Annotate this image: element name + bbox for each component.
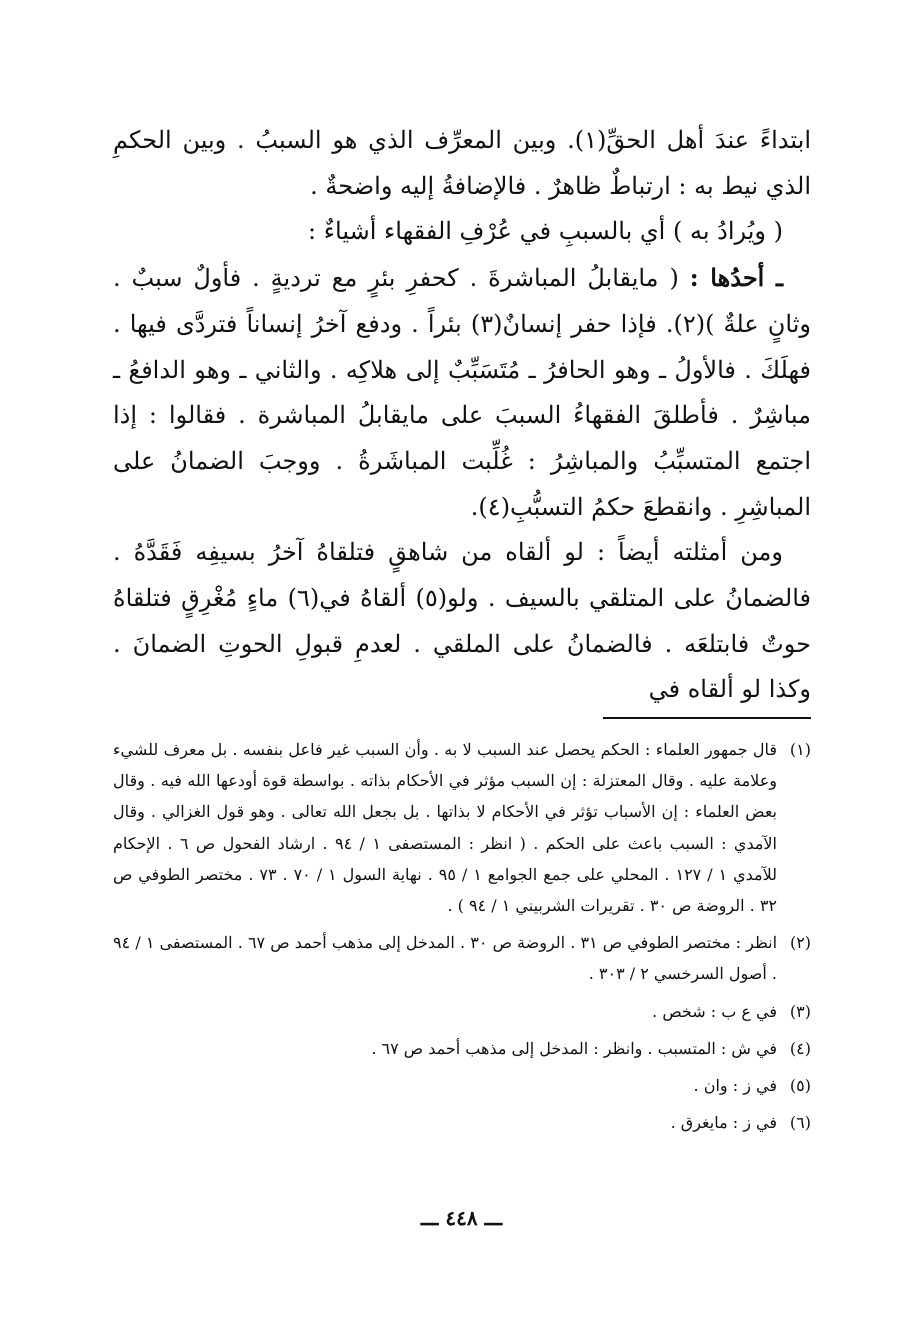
footnote xyxy=(113,734,811,921)
paragraph-3-text: ( مايقابلُ المباشرةَ . كحفرِ بئرٍ مع ترديةٍ . فأولٌ سببٌ . وثانٍ علةٌ )(٢). فإذا حفر إنسانٌ(٣) بئراً . ودفع آخرُ إنساناً فتردَّى فيها . فهلَكَ . فالأولُ ـ وهو الحافرُ ـ مُتَسَبِّبٌ إلى هلاكِه . والثاني ـ وهو الدافعُ ـ مباشِرٌ . فأطلقَ الفقهاءُ السببَ على مايقابلُ المباشرة . فقالوا : إذا اجتمع المتسبِّبُ والمباشِرُ : غُلِّبت المباشَرةُ . ووجبَ الضمانُ على المباشِرِ . وانقطعَ حكمُ التسبُّبِ(٤). xyxy=(113,264,812,521)
footnote xyxy=(113,927,811,989)
footnote-number: (٦) xyxy=(789,1113,811,1133)
footnote-text: في ع ب : شخص . xyxy=(652,1001,777,1021)
page-number: ـــ ٤٤٨ ـــ xyxy=(420,1206,503,1230)
paragraph-4: ومن أمثلته أيضاً : لو ألقاه من شاهقٍ فتلقاهُ آخرُ بسيفِه فَقَدَّهُ . فالضمانُ على المتلقي بالسيف . ولو(٥) ألقاهُ في(٦) ماءٍ مُغْرِقٍ فتلقاهُ حوتٌ فابتلعَه . فالضمانُ على الملقي . لعدمِ قبولِ الحوتِ الضمانَ . وكذا لو ألقاه في xyxy=(113,538,812,704)
footnote-text: في ش : المتسبب . وانظر : المدخل إلى مذهب أحمد ص ٦٧ . xyxy=(371,1038,777,1058)
footnote-number: (٥) xyxy=(789,1076,811,1096)
paragraph-3-heading: ـ أحدُها : xyxy=(689,263,783,293)
footnote-text: انظر : مختصر الطوفي ص ٣١ . الروضة ص ٣٠ . المدخل إلى مذهب أحمد ص ٦٧ . المستصفى ١ / ٩٤ . أصول السرخسي ٢ / ٣٠٣ . xyxy=(113,933,778,984)
footnote-text: قال جمهور العلماء : الحكم يحصل عند السبب لا به . وأن السبب غير فاعل بنفسه . بل معرف للشيء وعلامة عليه . وقال المعتزلة : إن السبب مؤثر في الأحكام بذاته . بواسطة قوة أودعها الله فيه . وقال بعض العلماء : إن الأسباب تؤثر في الأحكام لا بذاتها . بل بجعل الله تعالى . وهو قول الغزالي . وقال الآمدي : السبب باعث على الحكم . ( انظر : المستصفى ١ / ٩٤ . ارشاد الفحول ص ٦ . الإحكام للآمدي ١ / ١٢٧ . المحلي على جمع الجوامع ١ / ٩٥ . نهاية السول ١ / ٧٠ . ٧٣ . مختصر الطوفي ص ٣٢ . الروضة ص ٣٠ . تقريرات الشربيني ١ / ٩٤ ) . xyxy=(113,740,778,916)
paragraph-2: ( ويُرادُ به ) أي بالسببِ في عُرْفِ الفقهاء أشياءٌ : xyxy=(308,217,783,246)
footnote xyxy=(113,1107,811,1138)
footnote-number: (٢) xyxy=(789,933,812,953)
footnote xyxy=(113,1033,811,1064)
footnote-text: في ز : وان . xyxy=(693,1076,777,1096)
footnotes xyxy=(113,734,811,1144)
paragraph-1: ابتداءً عندَ أهل الحقِّ(١). وبين المعرِّف الذي هو السببُ . وبين الحكمِ الذي نيط به : ارتباطٌ ظاهرٌ . فالإضافةُ إليه واضحةٌ . xyxy=(113,126,811,200)
paragraph-3 xyxy=(113,255,811,530)
footnote-number: (٣) xyxy=(789,1001,811,1021)
footnote-number: (٤) xyxy=(789,1038,811,1058)
main-text xyxy=(113,118,811,713)
footnote xyxy=(113,996,811,1027)
footnote-number: (١) xyxy=(789,740,811,759)
footnote xyxy=(113,1070,811,1101)
footnote-text: في ز : مايغرق . xyxy=(670,1113,777,1133)
footnote-separator xyxy=(603,717,811,719)
